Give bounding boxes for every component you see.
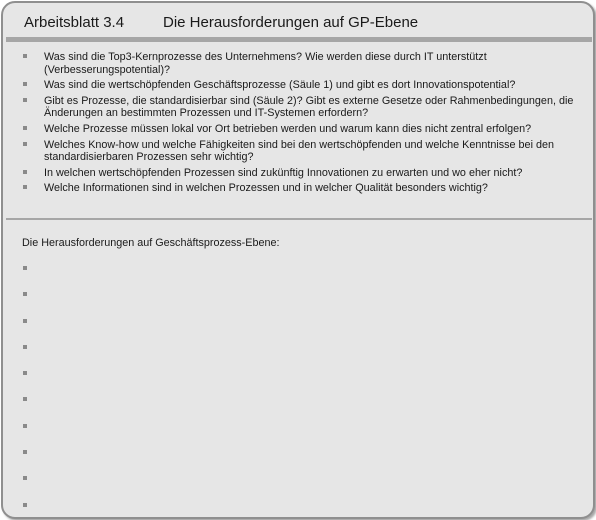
question-text: Welche Informationen sind in welchen Prozessen und in welcher Qualität besonders wichtig? [44, 182, 488, 195]
empty-bullet-item[interactable] [23, 319, 27, 323]
section-divider [6, 218, 592, 220]
empty-bullet-item[interactable] [23, 371, 27, 375]
question-list [3, 51, 593, 198]
empty-bullet-item[interactable] [23, 476, 27, 480]
empty-bullet-item[interactable] [23, 397, 27, 401]
empty-bullet-item[interactable] [23, 292, 27, 296]
bullet-icon [23, 185, 27, 189]
question-text: Was sind die wertschöpfenden Geschäftsprozesse (Säule 1) und gibt es dort Innovationspotential? [44, 79, 516, 92]
empty-bullet-item[interactable] [23, 450, 27, 454]
question-item [3, 182, 593, 195]
question-text: Was sind die Top3-Kernprozesse des Unternehmens? Wie werden diese durch IT unterstützt (Verbesserungspotential)? [44, 51, 487, 76]
question-text: Welche Prozesse müssen lokal vor Ort betrieben werden und warum kann dies nicht zentral erfolgen? [44, 122, 532, 135]
worksheet-number: Arbeitsblatt 3.4 [24, 14, 125, 31]
question-item [3, 79, 593, 92]
question-text: Gibt es Prozesse, die standardisierbar sind (Säule 2)? Gibt es externe Gesetze oder Rahmenbedingungen, die Änderungen an bestimmten Prozessen und IT-Systemen erfordern? [44, 94, 574, 120]
question-item [3, 167, 593, 180]
worksheet-header [3, 3, 593, 39]
bullet-icon [23, 54, 27, 58]
answer-section-heading: Die Herausforderungen auf Geschäftsprozess-Ebene: [22, 237, 280, 249]
bullet-icon [23, 126, 27, 130]
question-text: In welchen wertschöpfenden Prozessen sind zukünftig Innovationen zu erwarten und wo eher nicht? [44, 166, 523, 179]
question-item [3, 51, 593, 76]
worksheet-title: Die Herausforderungen auf GP-Ebene [163, 14, 419, 31]
header-divider [6, 37, 592, 42]
question-item [3, 123, 593, 136]
question-item [3, 139, 593, 164]
bullet-icon [23, 142, 27, 146]
empty-bullet-item[interactable] [23, 266, 27, 270]
question-item [3, 95, 593, 120]
bullet-icon [23, 98, 27, 102]
worksheet-frame [1, 1, 595, 519]
empty-bullet-item[interactable] [23, 345, 27, 349]
bullet-icon [23, 82, 27, 86]
question-text: Welches Know-how und welche Fähigkeiten sind bei den wertschöpfenden und welche Kenntnisse bei den standardisierbaren Prozessen sehr wichtig? [44, 138, 554, 164]
empty-bullet-item[interactable] [23, 503, 27, 507]
bullet-icon [23, 170, 27, 174]
empty-bullet-item[interactable] [23, 424, 27, 428]
answer-list [23, 266, 27, 519]
